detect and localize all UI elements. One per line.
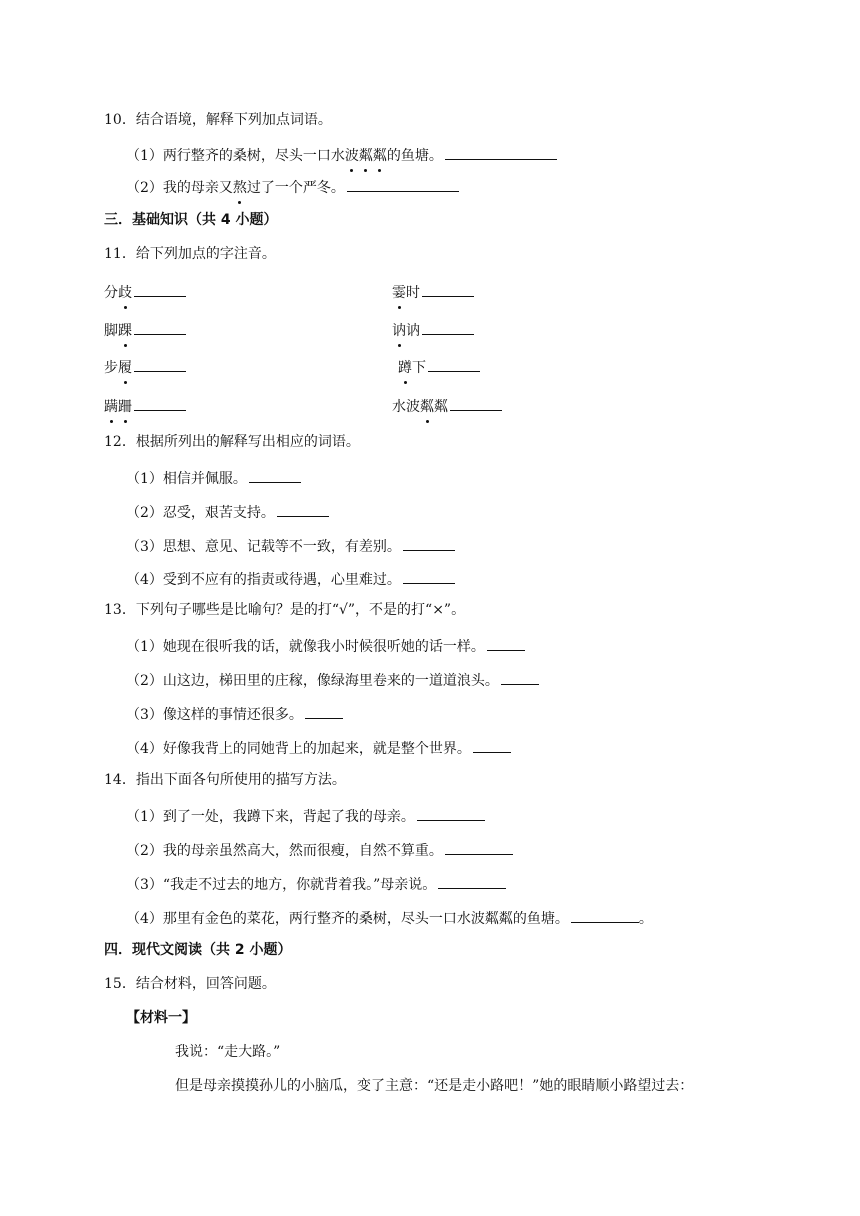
item-text: （4）受到不应有的指责或待遇，心里难过。 xyxy=(126,572,401,588)
item-text: （3）“我走不过去的地方，你就背着我。”母亲说。 xyxy=(126,877,437,893)
q10-item-2-dot-1: 熬 xyxy=(232,180,247,196)
q14-item-1 xyxy=(126,804,485,827)
answer-blank[interactable] xyxy=(571,906,639,923)
word-text: 脚 xyxy=(104,323,118,339)
section-3-title: 三．基础知识（共 4 小题） xyxy=(104,212,278,228)
q11-word-2 xyxy=(392,280,474,303)
answer-blank[interactable] xyxy=(473,736,511,753)
q13-item-1 xyxy=(126,634,525,657)
answer-blank[interactable] xyxy=(450,394,502,411)
q10-item-1-dot-3: 粼 xyxy=(372,148,387,164)
answer-blank[interactable] xyxy=(134,355,186,372)
dotted-char: 蹲 xyxy=(398,360,412,376)
dotted-char: 讷 xyxy=(392,323,406,339)
answer-blank[interactable] xyxy=(347,175,459,192)
item-text: （3）思想、意见、记载等不一致，有差别。 xyxy=(126,539,401,555)
q12-stem: 12．根据所列出的解释写出相应的词语。 xyxy=(104,434,360,450)
q11-word-4 xyxy=(392,318,474,341)
answer-blank[interactable] xyxy=(417,804,485,821)
q14-stem: 14．指出下面各句所使用的描写方法。 xyxy=(104,772,346,788)
answer-blank[interactable] xyxy=(438,872,506,889)
q10-item-2 xyxy=(126,175,459,198)
q14-item-3 xyxy=(126,872,506,895)
q11-word-3 xyxy=(104,318,186,341)
q10-item-1-dot-2: 粼 xyxy=(358,148,373,164)
q10-item-2-post: 过了一个严冬。 xyxy=(246,180,345,196)
q10-stem: 10．结合语境，解释下列加点词语。 xyxy=(104,112,332,128)
q10-item-1-post: 的鱼塘。 xyxy=(386,148,443,164)
word-text: 下 xyxy=(412,360,426,376)
item-text: （4）那里有金色的菜花，两行整齐的桑树，尽头一口水波粼粼的鱼塘。 xyxy=(126,911,569,927)
item-text: （2）山这边，梯田里的庄稼，像绿海里卷来的一道道浪头。 xyxy=(126,673,499,689)
q13-item-3 xyxy=(126,702,343,725)
item-text: （2）忍受，艰苦支持。 xyxy=(126,505,275,521)
answer-blank[interactable] xyxy=(305,702,343,719)
q11-word-7 xyxy=(104,394,186,417)
q11-word-1 xyxy=(104,280,186,303)
answer-blank[interactable] xyxy=(422,280,474,297)
word-text: 水波 xyxy=(392,399,420,415)
dotted-char: 履 xyxy=(118,360,132,376)
q13-item-2 xyxy=(126,668,539,691)
dotted-char: 歧 xyxy=(118,285,132,301)
q12-item-4 xyxy=(126,567,455,590)
q13-stem: 13．下列句子哪些是比喻句？是的打“√”，不是的打“×”。 xyxy=(104,602,466,618)
answer-blank[interactable] xyxy=(428,355,480,372)
dotted-char-2: 跚 xyxy=(118,399,132,415)
q11-word-5 xyxy=(104,355,186,378)
section-4-title: 四．现代文阅读（共 2 小题） xyxy=(104,942,292,958)
material-label: 【材料一】 xyxy=(126,1010,196,1026)
dotted-char: 粼 xyxy=(420,399,434,415)
dotted-char: 霎 xyxy=(392,285,406,301)
item-text: （1）她现在很听我的话，就像我小时候很听她的话一样。 xyxy=(126,639,485,655)
answer-blank[interactable] xyxy=(445,838,513,855)
q10-item-1-pre: （1）两行整齐的桑树，尽头一口水 xyxy=(126,148,345,164)
dotted-char: 踝 xyxy=(118,323,132,339)
answer-blank[interactable] xyxy=(501,668,539,685)
word-text: 分 xyxy=(104,285,118,301)
item-text: （1）相信并佩服。 xyxy=(126,471,247,487)
material-para-2: 但是母亲摸摸孙儿的小脑瓜，变了主意：“还是走小路吧！”她的眼睛顺小路望过去： xyxy=(175,1078,694,1094)
word-text: 粼 xyxy=(434,399,448,415)
item-text: （3）像这样的事情还很多。 xyxy=(126,707,303,723)
q12-item-1 xyxy=(126,466,301,489)
item-text: （1）到了一处，我蹲下来，背起了我的母亲。 xyxy=(126,809,415,825)
q12-item-3 xyxy=(126,534,455,557)
answer-blank[interactable] xyxy=(134,318,186,335)
dotted-char-1: 蹒 xyxy=(104,399,118,415)
q15-stem: 15．结合材料，回答问题。 xyxy=(104,976,276,992)
q11-stem: 11．给下列加点的字注音。 xyxy=(104,246,276,262)
q14-item-2 xyxy=(126,838,513,861)
q10-item-1 xyxy=(126,143,557,166)
q12-item-2 xyxy=(126,500,329,523)
word-text: 讷 xyxy=(406,323,420,339)
answer-blank[interactable] xyxy=(403,567,455,584)
q14-item-4 xyxy=(126,906,653,929)
word-text: 时 xyxy=(406,285,420,301)
material-para-1: 我说：“走大路。” xyxy=(175,1044,281,1060)
item-tail: 。 xyxy=(638,911,653,927)
item-text: （2）我的母亲虽然高大，然而很瘦，自然不算重。 xyxy=(126,843,443,859)
answer-blank[interactable] xyxy=(134,394,186,411)
answer-blank[interactable] xyxy=(403,534,455,551)
q13-item-4 xyxy=(126,736,511,759)
answer-blank[interactable] xyxy=(134,280,186,297)
q11-word-6 xyxy=(398,355,480,378)
answer-blank[interactable] xyxy=(445,143,557,160)
answer-blank[interactable] xyxy=(249,466,301,483)
answer-blank[interactable] xyxy=(487,634,525,651)
answer-blank[interactable] xyxy=(277,500,329,517)
q10-item-2-pre: （2）我的母亲又 xyxy=(126,180,233,196)
word-text: 步 xyxy=(104,360,118,376)
q10-item-1-dot-1: 波 xyxy=(344,148,359,164)
item-text: （4）好像我背上的同她背上的加起来，就是整个世界。 xyxy=(126,741,471,757)
q11-word-8 xyxy=(392,394,502,417)
answer-blank[interactable] xyxy=(422,318,474,335)
